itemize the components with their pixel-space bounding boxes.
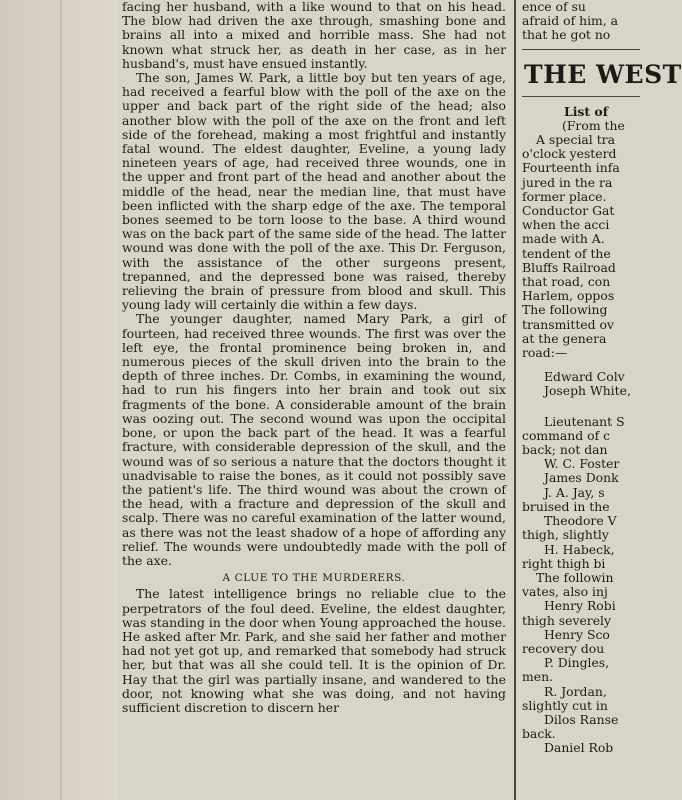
column-text-line: ence of su <box>522 0 586 14</box>
column-text-line: transmitted ov <box>522 316 614 332</box>
column-text-line: Harlem, oppos <box>522 288 615 304</box>
column-text-line: vates, also inj <box>522 584 608 600</box>
column-text-line: H. Habeck, <box>544 541 615 557</box>
column-text-line: Lieutenant S <box>544 413 625 429</box>
column-text-line: The followin <box>536 569 614 585</box>
column-text-line: recovery dou <box>522 640 605 656</box>
column-text-line: Daniel Rob <box>544 740 614 756</box>
section-rule <box>522 96 640 97</box>
column-text-line: Henry Robi <box>544 598 616 614</box>
column-headline: THE WEST <box>524 59 682 89</box>
column-text-line: back; not dan <box>522 442 608 458</box>
section-rule <box>522 49 640 50</box>
paper-fold <box>60 0 62 800</box>
column-text-line: Bluffs Railroad <box>522 259 616 275</box>
column-text-line: at the genera <box>522 330 607 346</box>
column-text-line: that road, con <box>522 274 611 290</box>
column-text-line: afraid of him, a <box>522 13 619 29</box>
column-text-line: bruised in the <box>522 498 610 514</box>
column-text-line: A special tra <box>536 132 615 148</box>
column-text-line: Fourteenth infa <box>522 160 620 176</box>
column-text-line: tendent of the <box>522 245 611 261</box>
column-text-line: slightly cut in <box>522 697 608 713</box>
source-line: (From the <box>562 117 625 133</box>
column-text-line: right thigh bi <box>522 555 606 571</box>
list-title: List of <box>564 103 609 119</box>
casualty-name: Joseph White, <box>544 383 631 399</box>
article-paragraph-2: The son, James W. Park, a little boy but ten years of age, had received a fearful blow with the poll of the axe on the upper and back part of the right side of the head; also another blow with the poll of the axe on the front and left side of the forehead, making a most frightful and instantly fatal wound. The eldest daughter, Eveline, a young lady nineteen years of age, had received three wounds, one in the upper and front part of the head and another about the middle of the head, near the median line, that must have been inflicted with the sharp edge of the axe. The temporal bones seemed to be torn loose to the base. A third wound was on the back part of the same side of the head. The latter wound was done with the poll of the axe. This Dr. Ferguson, with the assistance of the other surgeons present, trepanned, and the depressed bone was raised, thereby relieving the brain of pressure from blood and skull. This young lady will certainly die within a few days. <box>122 70 506 313</box>
column-text-line: P. Dingles, <box>544 655 610 671</box>
column-text-line: command of c <box>522 427 611 443</box>
column-divider <box>514 0 516 800</box>
column-text-line: The following <box>522 302 608 318</box>
column-text-line: J. A. Jay, s <box>544 484 605 500</box>
column-text-line: thigh severely <box>522 612 612 628</box>
column-text-line: Dilos Ranse <box>544 711 619 727</box>
column-text-line: Henry Sco <box>544 626 610 642</box>
column-text-line: thigh, slightly <box>522 527 609 543</box>
column-text-line: that he got no <box>522 27 611 43</box>
column-text-line: Theodore V <box>544 513 617 529</box>
column-text-line: W. C. Foster <box>544 456 620 472</box>
column-text-line: Conductor Gat <box>522 203 615 219</box>
column-text-line: jured in the ra <box>522 174 613 190</box>
casualty-name: Edward Colv <box>544 369 625 385</box>
section-subheading: A CLUE TO THE MURDERERS. <box>222 572 406 585</box>
article-column <box>118 0 510 800</box>
column-text-line: back. <box>522 726 556 742</box>
column-text-line: o'clock yesterd <box>522 146 617 162</box>
article-paragraph-3: The younger daughter, named Mary Park, a girl of fourteen, had received three wounds. The first was over the left eye, the frontal prominence being broken in, and numerous pieces of the skull driven into the brain to the depth of three inches. Dr. Combs, in examining the wound, had to run his fingers into her brain and took out six fragments of the bone. A considerable amount of the brain was oozing out. The second wound was upon the occipital bone, or upon the back part of the head. It was a fearful fracture, with considerable depression of the skull, and the wound was of so serious a nature that the doctors thought it unadvisable to raise the bones, as it could not possibly save the patient's life. The third wound was about the crown of the head, with a fracture and depression of the skull and scalp. There was no careful examination of the latter wound, as there was not the least shadow of a hope of affording any relief. The wounds were undoubtedly made with the poll of the axe. <box>122 311 506 568</box>
column-text-line: former place. <box>522 188 607 204</box>
page-margin <box>0 0 118 800</box>
column-text-line: R. Jordan, <box>544 683 607 699</box>
article-paragraph-4: The latest intelligence brings no reliable clue to the perpetrators of the foul deed. Eveline, the eldest daughter, was standing in the door when Young approached the house. He asked after Mr. Park, and she said her father and mother had not yet got up, and remarked that somebody had struck her, but that was all she could tell. It is the opinion of Dr. Hay that the girl was partially insane, and wandered to the door, not knowing what she was doing, and not having sufficient discretion to discern her <box>122 586 506 715</box>
column-text-line: made with A. <box>522 231 605 247</box>
column-text-line: when the acci <box>522 217 610 233</box>
adjacent-column <box>522 0 682 800</box>
column-text-line: road:— <box>522 345 568 361</box>
article-paragraph-1: facing her husband, with a like wound to that on his head. The blow had driven the axe through, smashing bone and brains all into a mixed and horrible mass. She had not known what struck her, as death in her case, as in her husband's, must have ensued instantly. <box>122 0 506 71</box>
column-text-line: James Donk <box>544 470 619 486</box>
column-text-line: men. <box>522 669 554 685</box>
